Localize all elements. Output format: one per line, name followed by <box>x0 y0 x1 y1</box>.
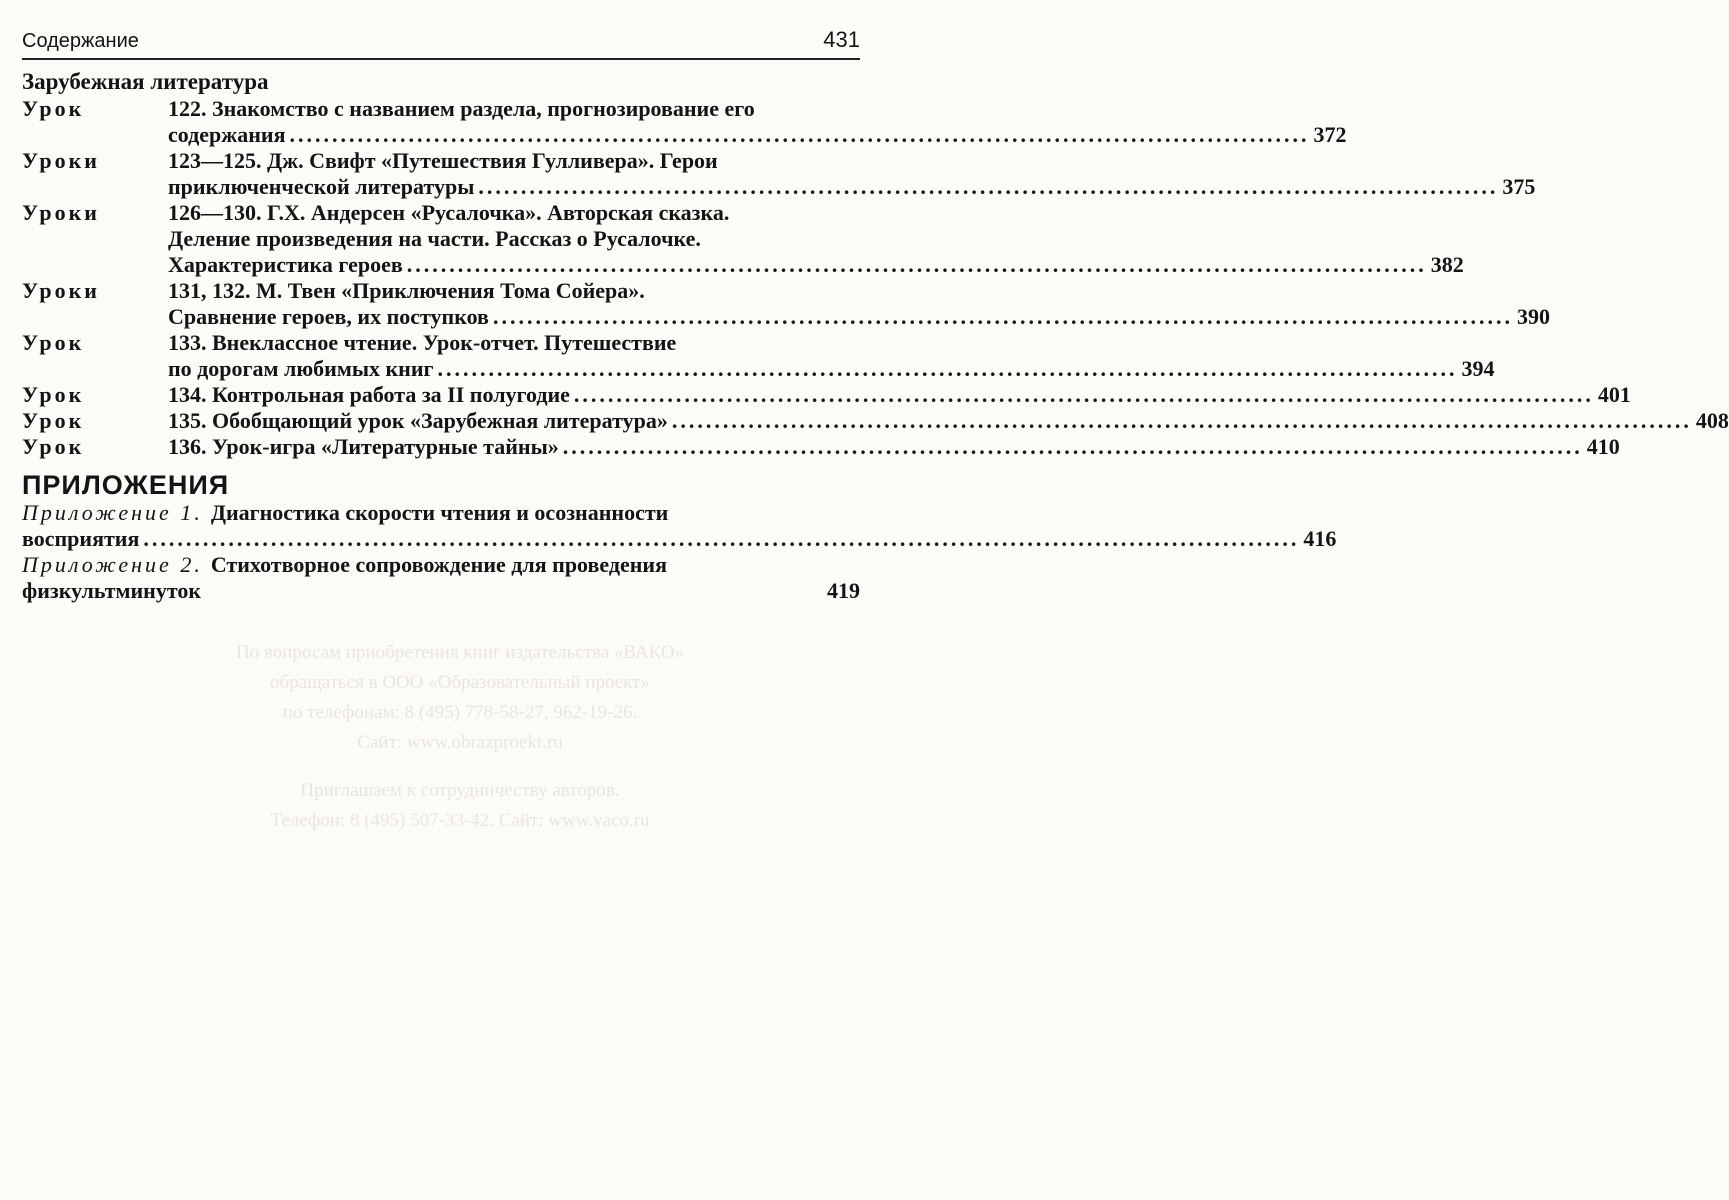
appendix-title: ПРИЛОЖЕНИЯ <box>22 470 230 500</box>
toc-entry: Урок 135. Обобщающий урок «Зарубежная литература» ........................................................................................................................ 408 <box>22 408 1729 433</box>
entry-text: 122. Знакомство с названием раздела, прогнозирование его <box>168 96 755 121</box>
entry-label: Уроки <box>22 278 100 303</box>
entry-label: Урок <box>22 330 85 355</box>
entry-label: Уроки <box>22 148 100 173</box>
entry-page: 394 <box>1461 356 1495 381</box>
entry-text: содержания <box>168 122 286 147</box>
entry-label: Урок <box>22 408 85 433</box>
entry-page: 375 <box>1502 174 1536 199</box>
entry-text: 133. Внеклассное чтение. Урок-отчет. Путешествие <box>168 330 677 355</box>
toc-entry: Урок 133. Внеклассное чтение. Урок-отчет. Путешествие по дорогам любимых книг ........................................................................................................................ 394 <box>22 330 1495 381</box>
toc-entry: Урок 134. Контрольная работа за II полугодие ........................................................................................................................ 401 <box>22 382 1631 407</box>
page-number: 431 <box>823 27 860 52</box>
entry-page: 410 <box>1586 434 1620 459</box>
toc-entry: Уроки 123—125. Дж. Свифт «Путешествия Гулливера». Герои приключенческой литературы ........................................................................................................................ 375 <box>22 148 1536 199</box>
entry-text: Характеристика героев <box>168 252 403 277</box>
entry-page: 372 <box>1313 122 1347 147</box>
ghost-line: обращаться в ООО «Образовательный проект» <box>270 672 650 693</box>
appendix-label: Приложение 2. <box>22 552 203 577</box>
entry-text: Деление произведения на части. Рассказ о Русалочке. <box>168 226 701 251</box>
toc-entry: Уроки 131, 132. М. Твен «Приключения Тома Сойера». Сравнение героев, их поступков ........................................................................................................................ 390 <box>22 278 1550 329</box>
entry-text: 131, 132. М. Твен «Приключения Тома Сойера». <box>168 278 645 303</box>
entry-text: по дорогам любимых книг <box>168 356 434 381</box>
toc-entry <box>22 552 860 604</box>
ghost-line: по телефонам: 8 (495) 778-58-27, 962-19-26. <box>282 702 638 723</box>
entry-text: 126—130. Г.Х. Андерсен «Русалочка». Авторская сказка. <box>168 200 730 225</box>
entry-text: Стихотворное сопровождение для проведения <box>210 552 668 577</box>
entry-text: Сравнение героев, их поступков <box>168 304 489 329</box>
toc-entry: Урок 122. Знакомство с названием раздела, прогнозирование его содержания ........................................................................................................................ 372 <box>22 96 1347 147</box>
page-header <box>22 24 860 60</box>
section-title: Зарубежная литература <box>22 69 269 94</box>
entry-page: 401 <box>1597 382 1631 407</box>
entry-text: 136. Урок-игра «Литературные тайны» <box>168 434 559 459</box>
ghost-line: Телефон: 8 (495) 507-33-42. Сайт: www.vaco.ru <box>270 810 650 831</box>
entry-label: Урок <box>22 434 85 459</box>
toc-entry: Урок 136. Урок-игра «Литературные тайны» ........................................................................................................................ 410 <box>22 434 1620 459</box>
entry-page: 419 <box>827 578 860 603</box>
ghost-line: Приглашаем к сотрудничеству авторов. <box>300 780 620 801</box>
entry-label: Урок <box>22 96 85 121</box>
entry-text: 123—125. Дж. Свифт «Путешествия Гулливера». Герои <box>168 148 718 173</box>
ghost-line: По вопросам приобретения книг издательства «ВАКО» <box>235 642 684 663</box>
entry-page: 390 <box>1516 304 1550 329</box>
entry-label: Урок <box>22 382 85 407</box>
table-of-contents <box>22 68 1729 604</box>
header-title: Содержание <box>22 30 139 52</box>
entry-label: Уроки <box>22 200 100 225</box>
entry-text: физкультминуток <box>22 578 202 603</box>
bleed-through-text <box>90 640 830 838</box>
toc-entry: Уроки 126—130. Г.Х. Андерсен «Русалочка». Авторская сказка. Деление произведения на части. Рассказ о Русалочке. Характеристика героев ........................................................................................................................ 382 <box>22 200 1464 277</box>
entry-text: приключенческой литературы <box>168 174 475 199</box>
entry-page: 408 <box>1695 408 1729 433</box>
entry-text: 134. Контрольная работа за II полугодие <box>168 382 570 407</box>
entry-page: 382 <box>1430 252 1464 277</box>
appendix-label: Приложение 1. <box>22 500 203 525</box>
entry-text: восприятия <box>22 526 140 551</box>
entry-text: Диагностика скорости чтения и осознанности <box>210 500 669 525</box>
entry-page: 416 <box>1303 526 1337 551</box>
ghost-line: Сайт: www.obrazproekt.ru <box>357 732 563 753</box>
entry-text: 135. Обобщающий урок «Зарубежная литература» <box>168 408 668 433</box>
toc-entry: Приложение 1. Диагностика скорости чтения и осознанности восприятия ........................................................................................................................................ 416 <box>22 500 1337 551</box>
